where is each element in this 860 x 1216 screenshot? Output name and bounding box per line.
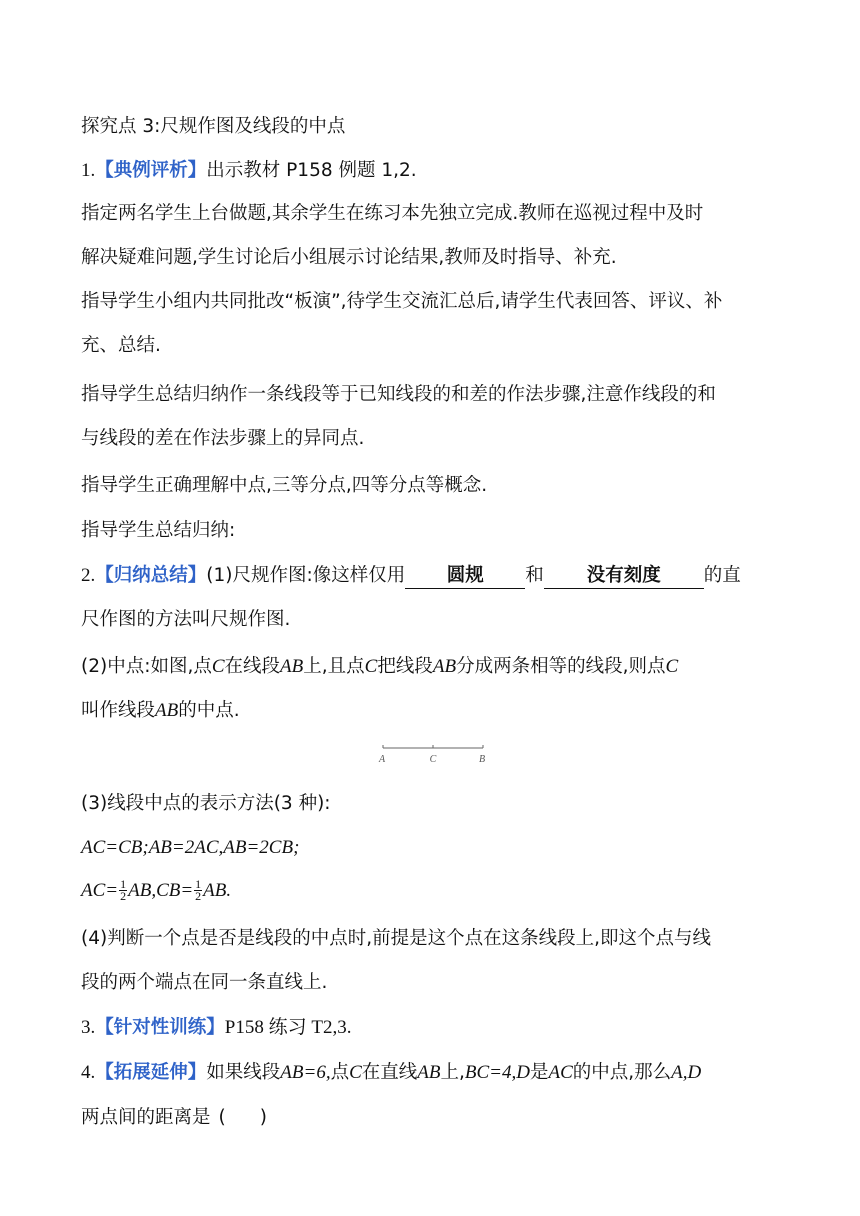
text: 指导学生正确理解中点,三等分点,四等分点等概念. <box>81 475 488 496</box>
item-number: 3. <box>81 1017 96 1038</box>
section-heading <box>81 113 780 141</box>
item-number: 4. <box>81 1062 96 1083</box>
item-2-note-line-1 <box>81 925 780 953</box>
item-text: P158 练习 T2,3. <box>224 1017 352 1038</box>
item-3 <box>81 1014 780 1042</box>
text: 指导学生总结归纳作一条线段等于已知线段的和差的作法步骤,注意作线段的和 <box>81 384 716 405</box>
math-var: AB <box>432 656 457 677</box>
answer-paren-open: ( <box>218 1107 226 1128</box>
numerator: 1 <box>120 876 127 891</box>
paragraph-2-line-1 <box>81 288 780 316</box>
text: 的中点,那么 <box>572 1062 672 1083</box>
paragraph-2-line-2 <box>81 332 780 360</box>
text: 的直 <box>703 565 741 586</box>
text: 解决疑难问题,学生讨论后小组展示讨论结果,教师及时指导、补充. <box>81 247 617 268</box>
math-var: C <box>349 1062 362 1083</box>
item-text: 出示教材 P158 例题 1,2. <box>206 160 417 181</box>
item-2-midpoint-line-1 <box>81 653 780 681</box>
item-2-note-line-2 <box>81 969 780 997</box>
item-2-methods-heading <box>81 790 780 818</box>
text: 指导学生总结归纳: <box>81 520 236 541</box>
fraction-half <box>194 876 202 903</box>
text: 尺作图的方法叫尺规作图. <box>81 609 291 630</box>
math-var: C <box>211 656 225 677</box>
item-2-line-2 <box>81 606 780 634</box>
heading-text: 探究点 3:尺规作图及线段的中点 <box>81 116 346 137</box>
text: (3)线段中点的表示方法(3 种): <box>81 793 331 814</box>
fraction-half <box>119 876 127 903</box>
paragraph-3-line-1 <box>81 381 780 409</box>
math-var: A,D <box>671 1062 702 1083</box>
label-a: A <box>378 754 386 765</box>
paragraph-1-line-1 <box>81 200 780 228</box>
item-4-line-2 <box>81 1104 780 1132</box>
text: 上,且点 <box>303 656 365 677</box>
text: (2)中点:如图,点 <box>81 656 212 677</box>
item-4-line-1 <box>81 1059 780 1087</box>
formula-text: AC= <box>81 880 119 901</box>
answer-paren-close: ) <box>259 1107 267 1128</box>
answer-blank-2: 没有刻度 <box>544 564 704 589</box>
item-tag: 【拓展延伸】 <box>95 1062 207 1083</box>
paragraph-5 <box>81 517 780 545</box>
item-2-midpoint-line-2 <box>81 697 780 725</box>
text: 的中点. <box>178 700 240 721</box>
formula-1 <box>81 834 780 862</box>
text: (1)尺规作图:像这样仅用 <box>206 565 406 586</box>
item-2-line-1 <box>81 562 780 590</box>
paragraph-1-line-2 <box>81 244 780 272</box>
paragraph-4 <box>81 472 780 500</box>
text: 上, <box>440 1062 465 1083</box>
text: 指定两名学生上台做题,其余学生在练习本先独立完成.教师在巡视过程中及时 <box>81 203 704 224</box>
text: 叫作线段 <box>81 700 156 721</box>
item-number: 2. <box>81 565 96 586</box>
text: 在线段 <box>224 656 281 677</box>
item-tag: 【针对性训练】 <box>95 1017 225 1038</box>
math-var: AB <box>280 656 304 677</box>
text: 把线段 <box>377 656 433 677</box>
label-b: B <box>478 754 486 765</box>
math-var: AC <box>548 1062 573 1083</box>
segment-diagram <box>370 740 500 770</box>
item-number: 1. <box>81 160 96 181</box>
item-tag: 【典例评析】 <box>95 160 207 181</box>
text: (4)判断一个点是否是线段的中点时,前提是这个点在这条线段上,即这个点与线 <box>81 928 711 949</box>
text: 指导学生小组内共同批改“板演”,待学生交流汇总后,请学生代表回答、评议、补 <box>81 291 723 312</box>
numerator: 1 <box>195 876 202 891</box>
text: 和 <box>525 565 544 586</box>
formula-text: AC=CB;AB=2AC,AB=2CB; <box>81 837 300 858</box>
text: 与线段的差在作法步骤上的异同点. <box>81 428 365 449</box>
math-var: AB <box>417 1062 441 1083</box>
item-1 <box>81 157 780 185</box>
math-var: AB=6, <box>280 1062 331 1083</box>
math-var: BC=4,D <box>464 1062 530 1083</box>
formula-2 <box>81 877 780 905</box>
text: 在直线 <box>361 1062 418 1083</box>
answer-blank-1: 圆规 <box>405 564 525 589</box>
text: 段的两个端点在同一条直线上. <box>81 972 328 993</box>
formula-text: AB,CB= <box>128 880 194 901</box>
denominator: 2 <box>120 888 127 903</box>
label-c: C <box>429 754 437 765</box>
text: 分成两条相等的线段,则点 <box>456 656 666 677</box>
text: 如果线段 <box>206 1062 281 1083</box>
item-tag: 【归纳总结】 <box>95 565 207 586</box>
text: 点 <box>330 1062 350 1083</box>
text: 两点间的距离是 <box>81 1107 211 1128</box>
math-var: AB <box>155 700 179 721</box>
text: 充、总结. <box>81 335 161 356</box>
formula-text: AB. <box>203 880 232 901</box>
math-var: C <box>665 656 679 677</box>
text: 是 <box>529 1062 549 1083</box>
paragraph-3-line-2 <box>81 425 780 453</box>
denominator: 2 <box>195 888 202 903</box>
math-var: C <box>364 656 378 677</box>
